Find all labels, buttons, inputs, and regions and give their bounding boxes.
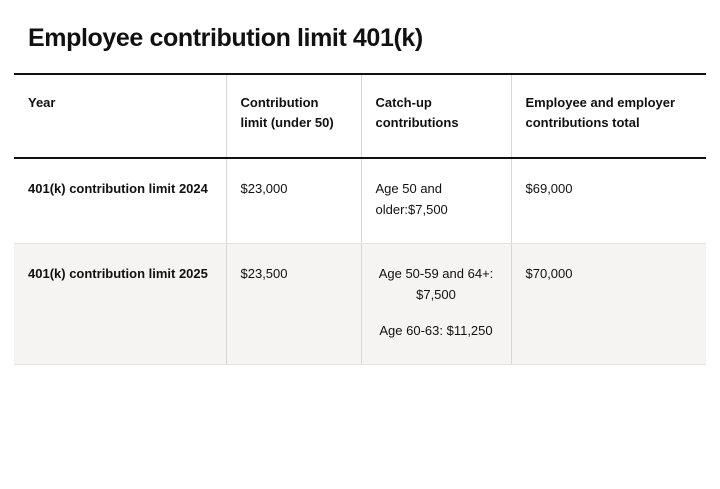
column-header-contribution-limit: Contribution limit (under 50) [226, 74, 361, 158]
catch-up-line: Age 50 and older:$7,500 [375, 181, 448, 218]
column-header-total: Employee and employer contributions total [511, 74, 706, 158]
cell-year: 401(k) contribution limit 2024 [14, 158, 226, 243]
catch-up-line: Age 60-63: $11,250 [379, 323, 493, 339]
table-row [14, 243, 706, 364]
contribution-limits-table [14, 73, 706, 365]
cell-contribution-limit: $23,500 [226, 243, 361, 364]
page-title: Employee contribution limit 401(k) [28, 24, 423, 52]
table-header-row [14, 74, 706, 158]
table-header [14, 74, 706, 158]
cell-total: $70,000 [511, 243, 706, 364]
table-container [14, 73, 706, 365]
cell-year: 401(k) contribution limit 2025 [14, 243, 226, 364]
table-body [14, 158, 706, 364]
column-header-catch-up: Catch-up contributions [361, 74, 511, 158]
table-row [14, 158, 706, 243]
cell-total: $69,000 [511, 158, 706, 243]
column-header-year: Year [14, 74, 226, 158]
cell-catch-up [361, 158, 511, 243]
cell-catch-up [361, 243, 511, 364]
cell-contribution-limit: $23,000 [226, 158, 361, 243]
catch-up-line: Age 50-59 and 64+: $7,500 [378, 265, 494, 302]
